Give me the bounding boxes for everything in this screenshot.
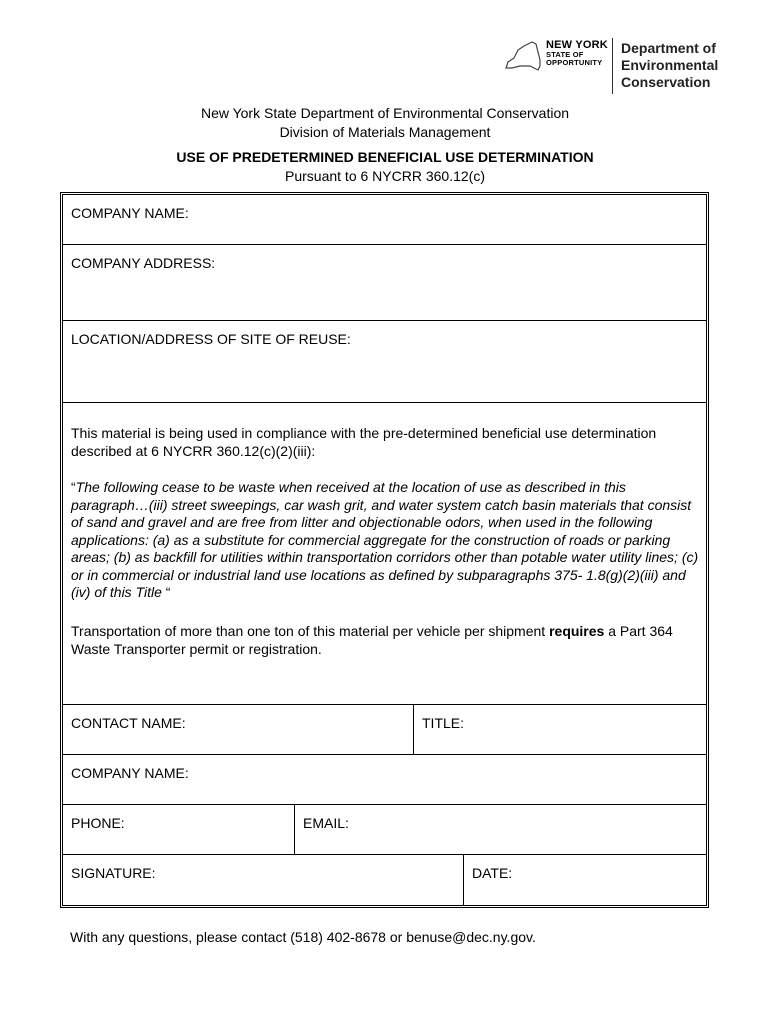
site-location-label: LOCATION/ADDRESS OF SITE OF REUSE: bbox=[71, 331, 351, 347]
bud-form bbox=[62, 194, 707, 906]
email-label: EMAIL: bbox=[303, 815, 349, 831]
signature-label: SIGNATURE: bbox=[71, 865, 156, 881]
phone-email-row bbox=[63, 805, 706, 855]
compliance-statement bbox=[63, 403, 706, 705]
contact-name-label: CONTACT NAME: bbox=[71, 715, 186, 731]
title-cell[interactable] bbox=[414, 705, 706, 755]
nys-dec-logo bbox=[500, 36, 730, 96]
contact-name-cell[interactable] bbox=[63, 705, 413, 755]
compliance-text: This material is being used in compliance with the pre-determined beneficial use determination described at 6 NYCRR 360.12(c)(2)(iii): bbox=[71, 425, 657, 459]
title-label: TITLE: bbox=[422, 715, 465, 731]
new-york-state-map-icon bbox=[500, 40, 544, 74]
company-name-row[interactable] bbox=[63, 195, 706, 245]
phone-cell[interactable] bbox=[63, 805, 294, 855]
dec-wordmark: Department of Environmental Conservation bbox=[621, 40, 719, 90]
date-cell[interactable] bbox=[464, 855, 706, 905]
new-york-wordmark: NEW YORK STATE OF OPPORTUNITY bbox=[546, 39, 608, 67]
contact-row bbox=[63, 705, 706, 755]
site-location-row[interactable] bbox=[63, 321, 706, 403]
form-title-block bbox=[0, 148, 770, 186]
contact-footer: With any questions, please contact (518) 402-8678 or benuse@dec.ny.gov. bbox=[70, 929, 536, 945]
signature-date-row bbox=[63, 855, 706, 905]
regulation-quote: “The following cease to be waste when received at the location of use as described in this paragraph…(iii) street sweepings, car wash grit, and water system catch basin materials that consist of sand and gravel and are free from litter and objectionable odors, when used in the following applications: (a) as a substitute for commercial aggregate for the construction of roads or parking areas; (b) as backfill for utilities within transportation corridors other than potable water utility lines; (c) or in commercial or industrial land use locations as defined by subparagraphs 375- 1.8(g)(2)(iii) and (iv) of this Title “ bbox=[71, 479, 699, 600]
signature-cell[interactable] bbox=[63, 855, 463, 905]
agency-header bbox=[0, 104, 770, 142]
agency-name: New York State Department of Environmental Conservation bbox=[200, 105, 570, 121]
transport-requirement: Transportation of more than one ton of this material per vehicle per shipment requires a Part 364 Waste Transporter permit or registration. bbox=[71, 623, 673, 657]
division-name: Division of Materials Management bbox=[279, 124, 491, 140]
form-subtitle: Pursuant to 6 NYCRR 360.12(c) bbox=[285, 168, 485, 184]
phone-label: PHONE: bbox=[71, 815, 125, 831]
email-cell[interactable] bbox=[295, 805, 706, 855]
date-label: DATE: bbox=[472, 865, 513, 881]
company-name-label: COMPANY NAME: bbox=[71, 205, 189, 221]
company-address-row[interactable] bbox=[63, 245, 706, 321]
company-name-2-row[interactable] bbox=[63, 755, 706, 805]
company-address-label: COMPANY ADDRESS: bbox=[71, 255, 216, 271]
form-title: USE OF PREDETERMINED BENEFICIAL USE DETERMINATION bbox=[176, 149, 594, 165]
company-name-2-label: COMPANY NAME: bbox=[71, 765, 189, 781]
logo-divider bbox=[612, 38, 613, 94]
